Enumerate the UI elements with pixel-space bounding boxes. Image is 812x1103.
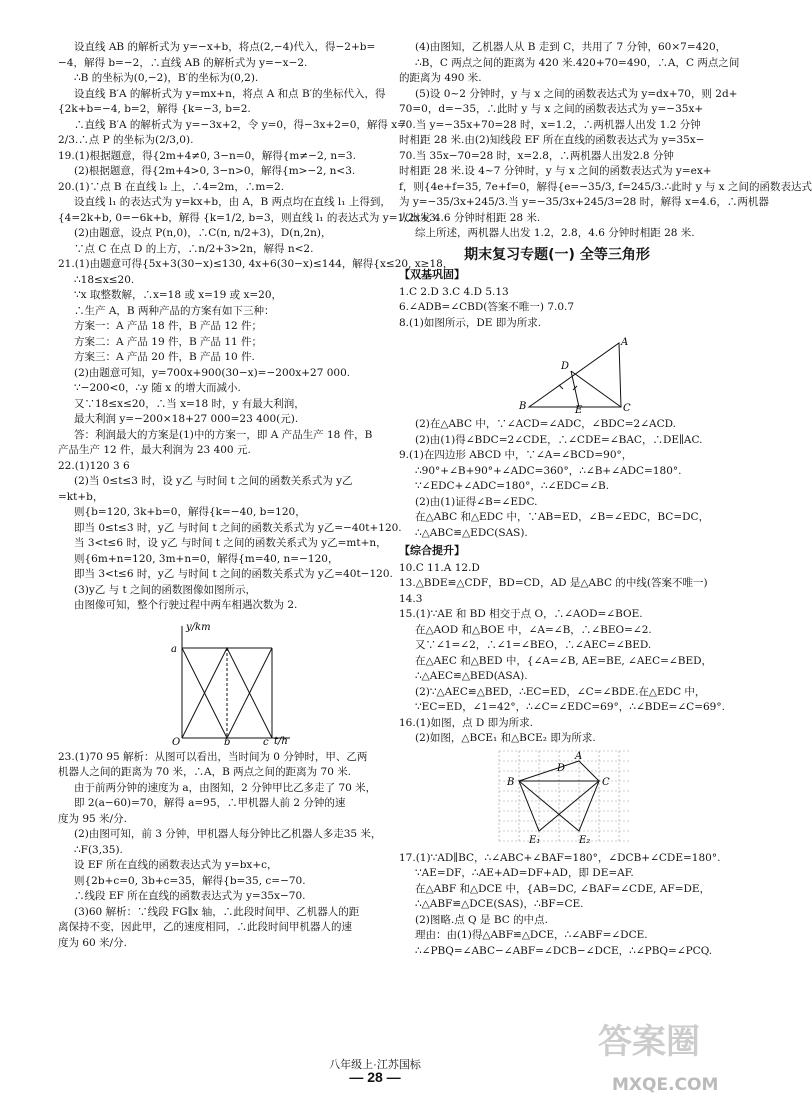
text-line: 方案一：A 产品 18 件，B 产品 12 件；	[74, 320, 263, 332]
text-line: 10.C 11.A 12.D	[399, 561, 480, 574]
text-line: 15.(1)∵AE 和 BD 相交于点 O，∴∠AOD=∠BOE.	[399, 608, 643, 620]
vertex-e: E	[575, 405, 583, 416]
a-label: a	[171, 643, 177, 655]
text-line: 则{6m+n=120, 3m+n=0，解得{m=40, n=−120，	[74, 552, 339, 565]
figure-8-triangle	[399, 335, 715, 416]
watermark-logo: 答案圈	[598, 1022, 700, 1062]
text-line: ∴生产 A，B 两种产品的方案有如下三种：	[74, 304, 275, 317]
t-axis-label: t/h	[274, 735, 288, 747]
text-line: 又∵18≤x≤20，∴当 x=18 时，y 有最大利润，	[74, 397, 305, 410]
section-title: 期末复习专题(一) 全等三角形	[464, 246, 650, 263]
text-line: 70=0，d=−35，∴此时 y 与 x 之间的函数表达式为 y=−35x+	[399, 103, 704, 115]
vertex-b: B	[519, 401, 527, 412]
text-line: ∵x 取整数解，∴x=18 或 x=19 或 x=20，	[74, 289, 283, 301]
grid-a: A	[575, 750, 583, 762]
text-line: ∴B 的坐标为(0,−2)，B′的坐标为(0,2).	[74, 72, 259, 84]
text-line: ∴∠PBQ=∠ABC−∠ABF=∠DCB−∠DCE，∴∠PBQ=∠PCQ.	[415, 944, 713, 957]
text-line: 时相距 28 米.设 4~7 分钟时，y 与 x 之间的函数表达式为 y=ex+	[399, 165, 712, 177]
text-line: {4=2k+b, 0=−6k+b，解得 {k=1/2, b=3，则直线 l₁ 的表达式为 y=1/2x+3.	[58, 211, 440, 224]
text-line: 即当 0≤t≤3 时，y乙 与时间 t 之间的函数关系式为 y乙=−40t+120.	[74, 521, 402, 534]
origin-label: O	[172, 736, 181, 748]
grid-c: C	[602, 776, 610, 788]
text-line: 答：利润最大的方案是(1)中的方案一，即 A 产品生产 18 件，B	[74, 428, 373, 441]
y-axis-label: y/km	[186, 621, 211, 633]
text-line: {2k+b=−4, b=2，解得 {k=−3, b=2.	[58, 103, 251, 115]
text-line: 设直线 l₁ 的表达式为 y=kx+b，由 A，B 两点均在直线 l₁ 上得到，	[74, 196, 391, 208]
vertex-a: A	[621, 337, 629, 348]
text-line: 度为 95 米/分.	[58, 812, 127, 825]
text-line: ∴△ABF≌△DCE(SAS)，∴BF=CE.	[415, 898, 584, 910]
grid-b: B	[507, 776, 515, 788]
text-line: (5)设 0~2 分钟时，y 与 x 之间的函数表达式为 y=dx+70，则 2d+	[415, 87, 738, 100]
text-line: 在△AOD 和△BOE 中，∠A=∠B，∴∠BEO=∠2.	[415, 623, 652, 636]
text-line: 由图像可知，整个行驶过程中两车相遇次数为 2.	[74, 599, 298, 611]
text-line: ∴18≤x≤20.	[74, 273, 135, 286]
text-line: (4)由图知，乙机器人从 B 走到 C，共用了 7 分钟，60×7=420，	[415, 41, 727, 53]
text-line: 23.(1)70 95 解析：从图可以看出，当时间为 0 分钟时，甲、乙两	[58, 750, 368, 763]
watermark-url: MXQE.COM	[612, 1075, 719, 1095]
page-number: — 28 —	[349, 1069, 401, 1085]
text-line: 设直线 AB 的解析式为 y=−x+b，将点(2,−4)代入，得−2+b=	[74, 41, 376, 53]
text-line: 19.(1)根据题意，得{2m+4≠0, 3−n=0，解得{m≠−2, n=3.	[58, 149, 356, 162]
text-line: 6.∠ADB=∠CBD(答案不唯一) 7.0.7	[399, 301, 575, 313]
tag-basic: 【双基巩固】	[399, 268, 465, 281]
text-line: 2/3.∴点 P 的坐标为(2/3,0).	[58, 134, 194, 146]
b-label: b	[224, 736, 231, 748]
text-line: ∵∠EDC+∠ADC=180°，∴∠EDC=∠B.	[415, 480, 610, 492]
text-line: (2)根据题意，得{2m+4>0, 3−n>0，解得{m>−2, n<3.	[74, 165, 356, 177]
text-line: ∴B，C 两点之间的距离为 420 米.420+70=490，∴A，C 两点之间	[415, 56, 740, 69]
text-line: 由于前两分钟的速度为 a，由图知，2 分钟甲比乙多走了 70 米，	[74, 781, 377, 794]
text-line: 当 3<t≤6 时，设 y乙 与时间 t 之间的函数关系式为 y乙=mt+n，	[74, 537, 387, 549]
right-text-block	[399, 40, 812, 242]
c-label: c	[263, 736, 269, 748]
page-footer: 八年级上·江苏国标	[329, 1059, 421, 1071]
grid-d: D	[557, 762, 566, 774]
text-line: (2)当 0≤t≤3 时，设 y乙 与时间 t 之间的函数关系式为 y乙	[74, 475, 353, 487]
text-line: f，则{4e+f=35, 7e+f=0，解得{e=−35/3, f=245/3.∴此时 y 与 x 之间的函数表达式	[399, 180, 812, 193]
text-line: ∵点 C 在点 D 的上方，∴n/2+3>2n，解得 n<2.	[74, 242, 314, 255]
text-line: 21.(1)由题意可得{5x+3(30−x)≤130, 4x+6(30−x)≤144，解得{x≤20, x≥18，	[58, 258, 454, 270]
text-line: 产品生产 12 件，最大利润为 23 400 元.	[58, 444, 251, 456]
grid-e1: E₁	[529, 834, 541, 846]
text-line: ∴直线 B′A 的解析式为 y=−3x+2，令 y=0，得−3x+2=0，解得 x=	[74, 118, 406, 131]
right-text-block-3	[399, 417, 715, 541]
text-line: =kt+b，	[58, 490, 104, 503]
text-line: 在△AEC 和△BED 中，{∠A=∠B, AE=BE, ∠AEC=∠BED，	[415, 654, 713, 667]
text-line: 机器人之间的距离为 70 米，∴A，B 两点之间的距离为 70 米.	[58, 766, 352, 778]
text-line: ∵AE=DF，∴AE+AD=DF+AD，即 DE=AF.	[415, 867, 634, 879]
vertex-c: C	[623, 403, 631, 414]
text-line: 则{2b+c=0, 3b+c=35，解得{b=35, c=−70.	[74, 874, 306, 887]
text-line: 在△ABC 和△EDC 中，∵AB=ED，∠B=∠EDC，BC=DC，	[415, 511, 710, 523]
right-text-block-5	[399, 851, 721, 960]
text-line: 的距离为 490 米.	[399, 72, 482, 84]
text-line: 8.(1)如图所示，DE 即为所求.	[399, 316, 542, 329]
text-line: ∴线段 EF 所在直线的函数表达式为 y=35x−70.	[74, 890, 306, 902]
left-text-block-2	[58, 750, 380, 952]
text-line: 17.(1)∵AD∥BC，∴∠ABC+∠BAF=180°，∠DCB+∠CDE=180°.	[399, 851, 721, 864]
text-line: 13.△BDE≌△CDF，BD=CD，AD 是△ABC 的中线(答案不唯一)	[399, 577, 708, 589]
text-line: 综上所述，两机器人出发 1.2，2.8，4.6 分钟时相距 28 米.	[415, 227, 695, 239]
text-line: 最大利润 y=−200×18+27 000=23 400(元).	[74, 413, 299, 425]
text-line: 9.(1)在四边形 ABCD 中，∵∠A=∠BCD=90°，	[399, 449, 633, 461]
text-line: 设 EF 所在直线的函数表达式为 y=bx+c，	[74, 859, 278, 871]
text-line: (2)由(1)得∠BDC=2∠CDE，∴∠CDE=∠BAC，∴DE∥AC.	[415, 433, 703, 446]
text-line: 70.当 y=−35x+70=28 时，x=1.2，∴两机器人出发 1.2 分钟	[399, 118, 701, 131]
text-line: (2)由题意可知，y=700x+900(30−x)=−200x+27 000.	[74, 366, 351, 379]
figure-16-grid	[399, 751, 715, 847]
text-line: ∴△AEC≌△BED(ASA).	[415, 670, 528, 682]
text-line: 时相距 28 米.由(2)知线段 EF 所在直线的函数表达式为 y=35x−	[399, 134, 705, 146]
text-line: 设直线 B′A 的解析式为 y=mx+n，将点 A 和点 B′的坐标代入，得	[74, 87, 386, 100]
text-line: −4，解得 b=−2，∴直线 AB 的解析式为 y=−x−2.	[58, 56, 308, 69]
text-line: (2)在△ABC 中，∵∠ACD=∠ADC，∠BDC=2∠ACD.	[415, 418, 677, 430]
text-line: 理由：由(1)得△ABF≌△DCE，∴∠ABF=∠DCE.	[415, 929, 648, 941]
text-line: 在△ABF 和△DCE 中，{AB=DC, ∠BAF=∠CDE, AF=DE，	[415, 882, 711, 895]
right-text-block-2	[399, 285, 715, 332]
grid-e2: E₂	[579, 834, 591, 846]
text-line: 14.3	[399, 592, 423, 605]
text-line: 即 2(a−60)=70，解得 a=95，∴甲机器人前 2 分钟的速	[74, 797, 346, 809]
text-line: 离保持不变，因此甲，乙的速度相同，∴此段时间甲机器人的速	[58, 921, 352, 933]
text-line: ∴F(3,35).	[74, 843, 123, 856]
figure-22-graph	[58, 618, 380, 746]
text-line: ∵EC=ED，∠1=42°，∴∠C=∠EDC=69°，∴∠BDE=∠C=69°.	[415, 701, 725, 713]
text-line: 方案二：A 产品 19 件，B 产品 11 件；	[74, 335, 263, 348]
right-text-block-4	[399, 561, 725, 747]
right-column	[399, 40, 812, 959]
text-line: (2)图略.点 Q 是 BC 的中点.	[415, 913, 548, 926]
text-line: (3)y乙 与 t 之间的函数图像如图所示，	[74, 583, 257, 596]
text-line: (2)∵△AEC≌△BED，∴EC=ED，∠C=∠BDE.在△EDC 中，	[415, 685, 706, 698]
text-line: 16.(1)如图，点 D 即为所求.	[399, 716, 534, 729]
text-line: 即当 3<t≤6 时，y乙 与时间 t 之间的函数关系式为 y乙=40t−120.	[74, 568, 393, 580]
text-line: 方案三：A 产品 20 件，B 产品 10 件.	[74, 351, 255, 363]
text-line: (2)由图可知，前 3 分钟，甲机器人每分钟比乙机器人多走35 米，	[74, 828, 382, 840]
text-line: ∴△ABC≌△EDC(SAS).	[415, 526, 528, 539]
text-line: 22.(1)120 3 6	[58, 459, 130, 472]
text-line: 人出发 4.6 分钟时相距 28 米.	[399, 211, 541, 224]
text-line: ∴90°+∠B+90°+∠ADC=360°，∴∠B+∠ADC=180°.	[415, 464, 682, 477]
text-line: 为 y=−35/3x+245/3.当 y=−35/3x+245/3=28 时，解得 x=4.6，∴两机器	[399, 196, 769, 208]
text-line: 20.(1)∵点 B 在直线 l₂ 上，∴4=2m，∴m=2.	[58, 180, 285, 193]
text-line: (3)60 解析：∵线段 FG∥x 轴，∴此段时间甲、乙机器人的距	[74, 905, 360, 918]
text-line: ∵−200<0，∴y 随 x 的增大而减小.	[74, 382, 241, 394]
text-line: 又∵∠1=∠2，∴∠1=∠BEO，∴∠AEC=∠BED.	[415, 639, 652, 651]
vertex-d: D	[561, 361, 570, 372]
text-line: 70.当 35x−70=28 时，x=2.8，∴两机器人出发2.8 分钟	[399, 149, 674, 162]
text-line: (2)如图，△BCE₁ 和△BCE₂ 即为所求.	[415, 732, 596, 744]
text-line: 则{b=120, 3k+b=0，解得{k=−40, b=120，	[74, 506, 306, 518]
tag-advanced: 【综合提升】	[399, 544, 465, 557]
text-line: (2)由题意，设点 P(n,0)，∴C(n, n/2+3)，D(n,2n)，	[74, 227, 332, 239]
text-line: 1.C 2.D 3.C 4.D 5.13	[399, 285, 509, 298]
text-line: (2)由(1)证得∠B=∠EDC.	[415, 495, 538, 508]
text-line: 度为 60 米/分.	[58, 936, 127, 949]
